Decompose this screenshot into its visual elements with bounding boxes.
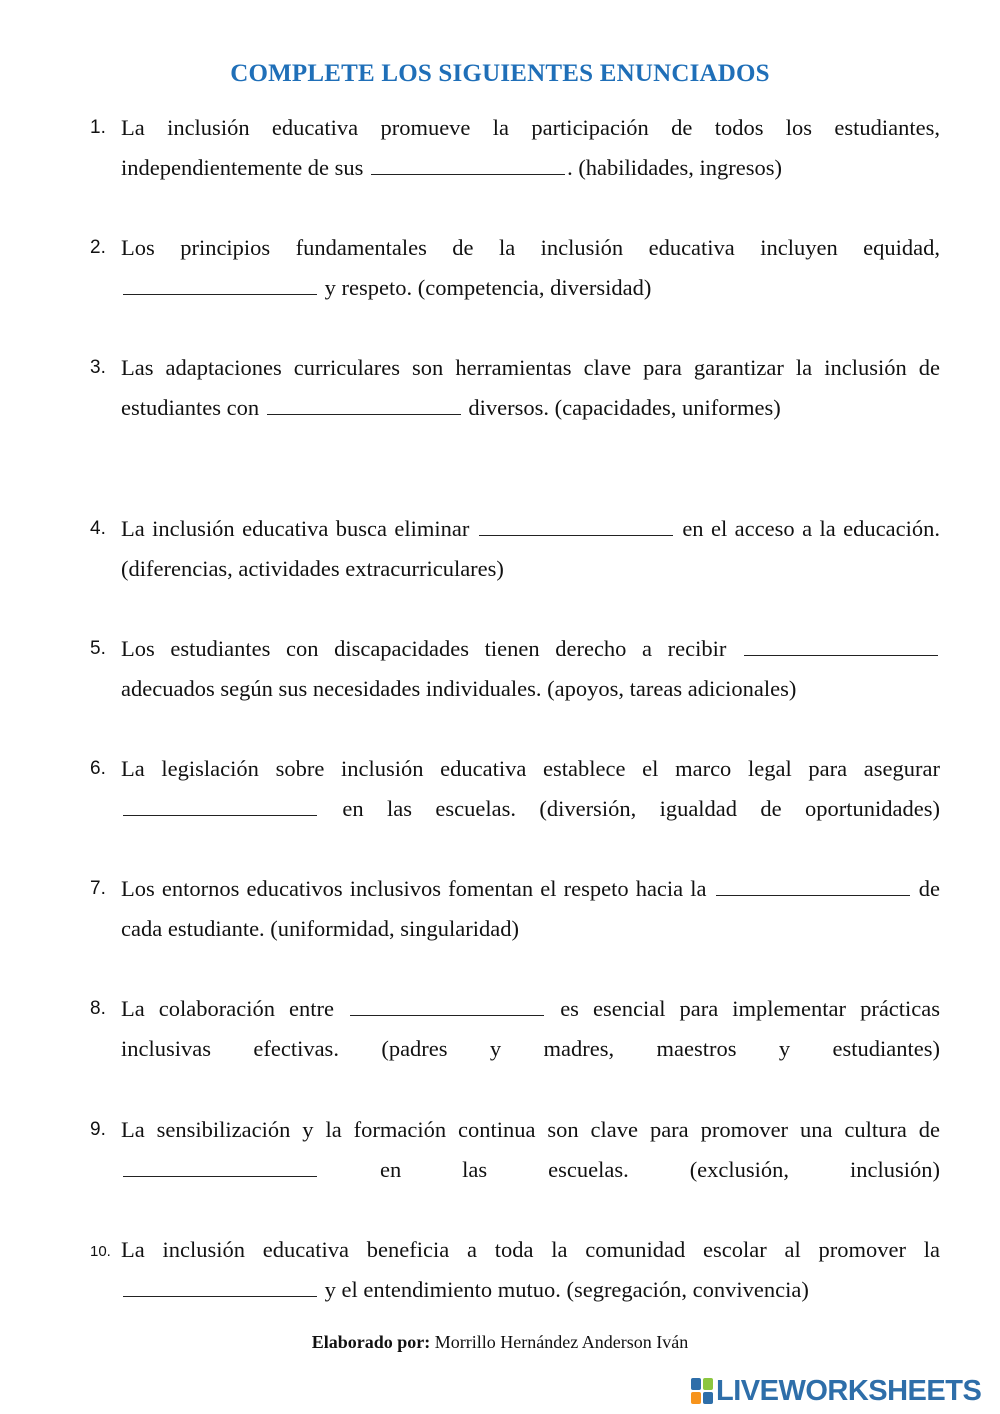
liveworksheets-logo xyxy=(690,1374,981,1408)
answer-blank[interactable] xyxy=(479,513,673,536)
question-text-before: Los estudiantes con discapacidades tienen derecho a recibir xyxy=(121,636,727,661)
question-number: 3. xyxy=(90,357,106,378)
question-text-after: en las escuelas. (exclusión, inclusión) xyxy=(379,1157,940,1182)
answer-blank[interactable] xyxy=(123,1274,317,1297)
question-10 xyxy=(90,1230,940,1310)
question-number: 7. xyxy=(90,878,106,899)
question-9 xyxy=(90,1110,940,1190)
question-text-after: adecuados según sus necesidades individuales. (apoyos, tareas adicionales) xyxy=(121,676,797,701)
question-number: 8. xyxy=(90,998,106,1019)
question-text-after: es esencial para implementar prácticas inclusivas efectivas. (padres y madres, maestros y estudiantes) xyxy=(121,996,941,1061)
liveworksheets-logo-text: LIVEWORKSHEETS xyxy=(716,1374,982,1407)
question-text-before: Los principios fundamentales de la inclusión educativa incluyen equidad, xyxy=(121,235,940,260)
question-text-before: Los entornos educativos inclusivos fomentan el respeto hacia la xyxy=(121,876,707,901)
answer-blank[interactable] xyxy=(267,392,461,415)
answer-blank[interactable] xyxy=(744,633,938,656)
author-name: Morrillo Hernández Anderson Iván xyxy=(434,1332,689,1352)
question-number: 2. xyxy=(90,237,106,258)
question-7 xyxy=(90,869,940,949)
answer-blank[interactable] xyxy=(123,272,317,295)
author-credit xyxy=(0,1332,1000,1353)
question-1 xyxy=(90,108,940,188)
question-text-before: La inclusión educativa beneficia a toda la comunidad escolar al promover la xyxy=(121,1237,940,1262)
question-number: 10. xyxy=(90,1243,111,1260)
question-number: 4. xyxy=(90,518,106,539)
question-5 xyxy=(90,629,940,709)
question-text-before: La colaboración entre xyxy=(121,996,335,1021)
question-text-before: Las adaptaciones curriculares son herramientas clave para garantizar la inclusión de estudiantes con xyxy=(121,355,940,420)
answer-blank[interactable] xyxy=(716,873,910,896)
question-8 xyxy=(90,989,940,1069)
question-text-before: La inclusión educativa busca eliminar xyxy=(121,516,470,541)
question-text-before: La sensibilización y la formación continua son clave para promover una cultura de xyxy=(121,1117,940,1142)
question-number: 9. xyxy=(90,1119,106,1140)
question-number: 5. xyxy=(90,638,106,659)
question-text-after: diversos. (capacidades, uniformes) xyxy=(468,395,781,420)
question-number: 1. xyxy=(90,117,106,138)
answer-blank[interactable] xyxy=(123,1154,317,1177)
answer-blank[interactable] xyxy=(123,793,317,816)
question-4 xyxy=(90,509,940,589)
liveworksheets-logo-icon xyxy=(690,1377,714,1405)
answer-blank[interactable] xyxy=(371,152,565,175)
question-6 xyxy=(90,749,940,829)
author-label: Elaborado por: xyxy=(311,1332,431,1352)
question-number: 6. xyxy=(90,758,106,779)
answer-blank[interactable] xyxy=(350,993,544,1016)
question-text-after: . (habilidades, ingresos) xyxy=(567,155,783,180)
question-2 xyxy=(90,228,940,308)
question-text-after: y el entendimiento mutuo. (segregación, convivencia) xyxy=(324,1277,809,1302)
question-text-after: y respeto. (competencia, diversidad) xyxy=(324,275,652,300)
question-text-before: La inclusión educativa promueve la participación de todos los estudiantes, independientemente de sus xyxy=(121,115,940,180)
question-text-after: en las escuelas. (diversión, igualdad de oportunidades) xyxy=(342,796,941,821)
question-3 xyxy=(90,348,940,428)
worksheet-title: COMPLETE LOS SIGUIENTES ENUNCIADOS xyxy=(230,60,770,87)
question-text-after: de cada estudiante. (uniformidad, singularidad) xyxy=(121,876,941,941)
question-text-after: en el acceso a la educación. (diferencias, actividades extracurriculares) xyxy=(121,516,941,581)
question-text-before: La legislación sobre inclusión educativa establece el marco legal para asegurar xyxy=(121,756,940,781)
